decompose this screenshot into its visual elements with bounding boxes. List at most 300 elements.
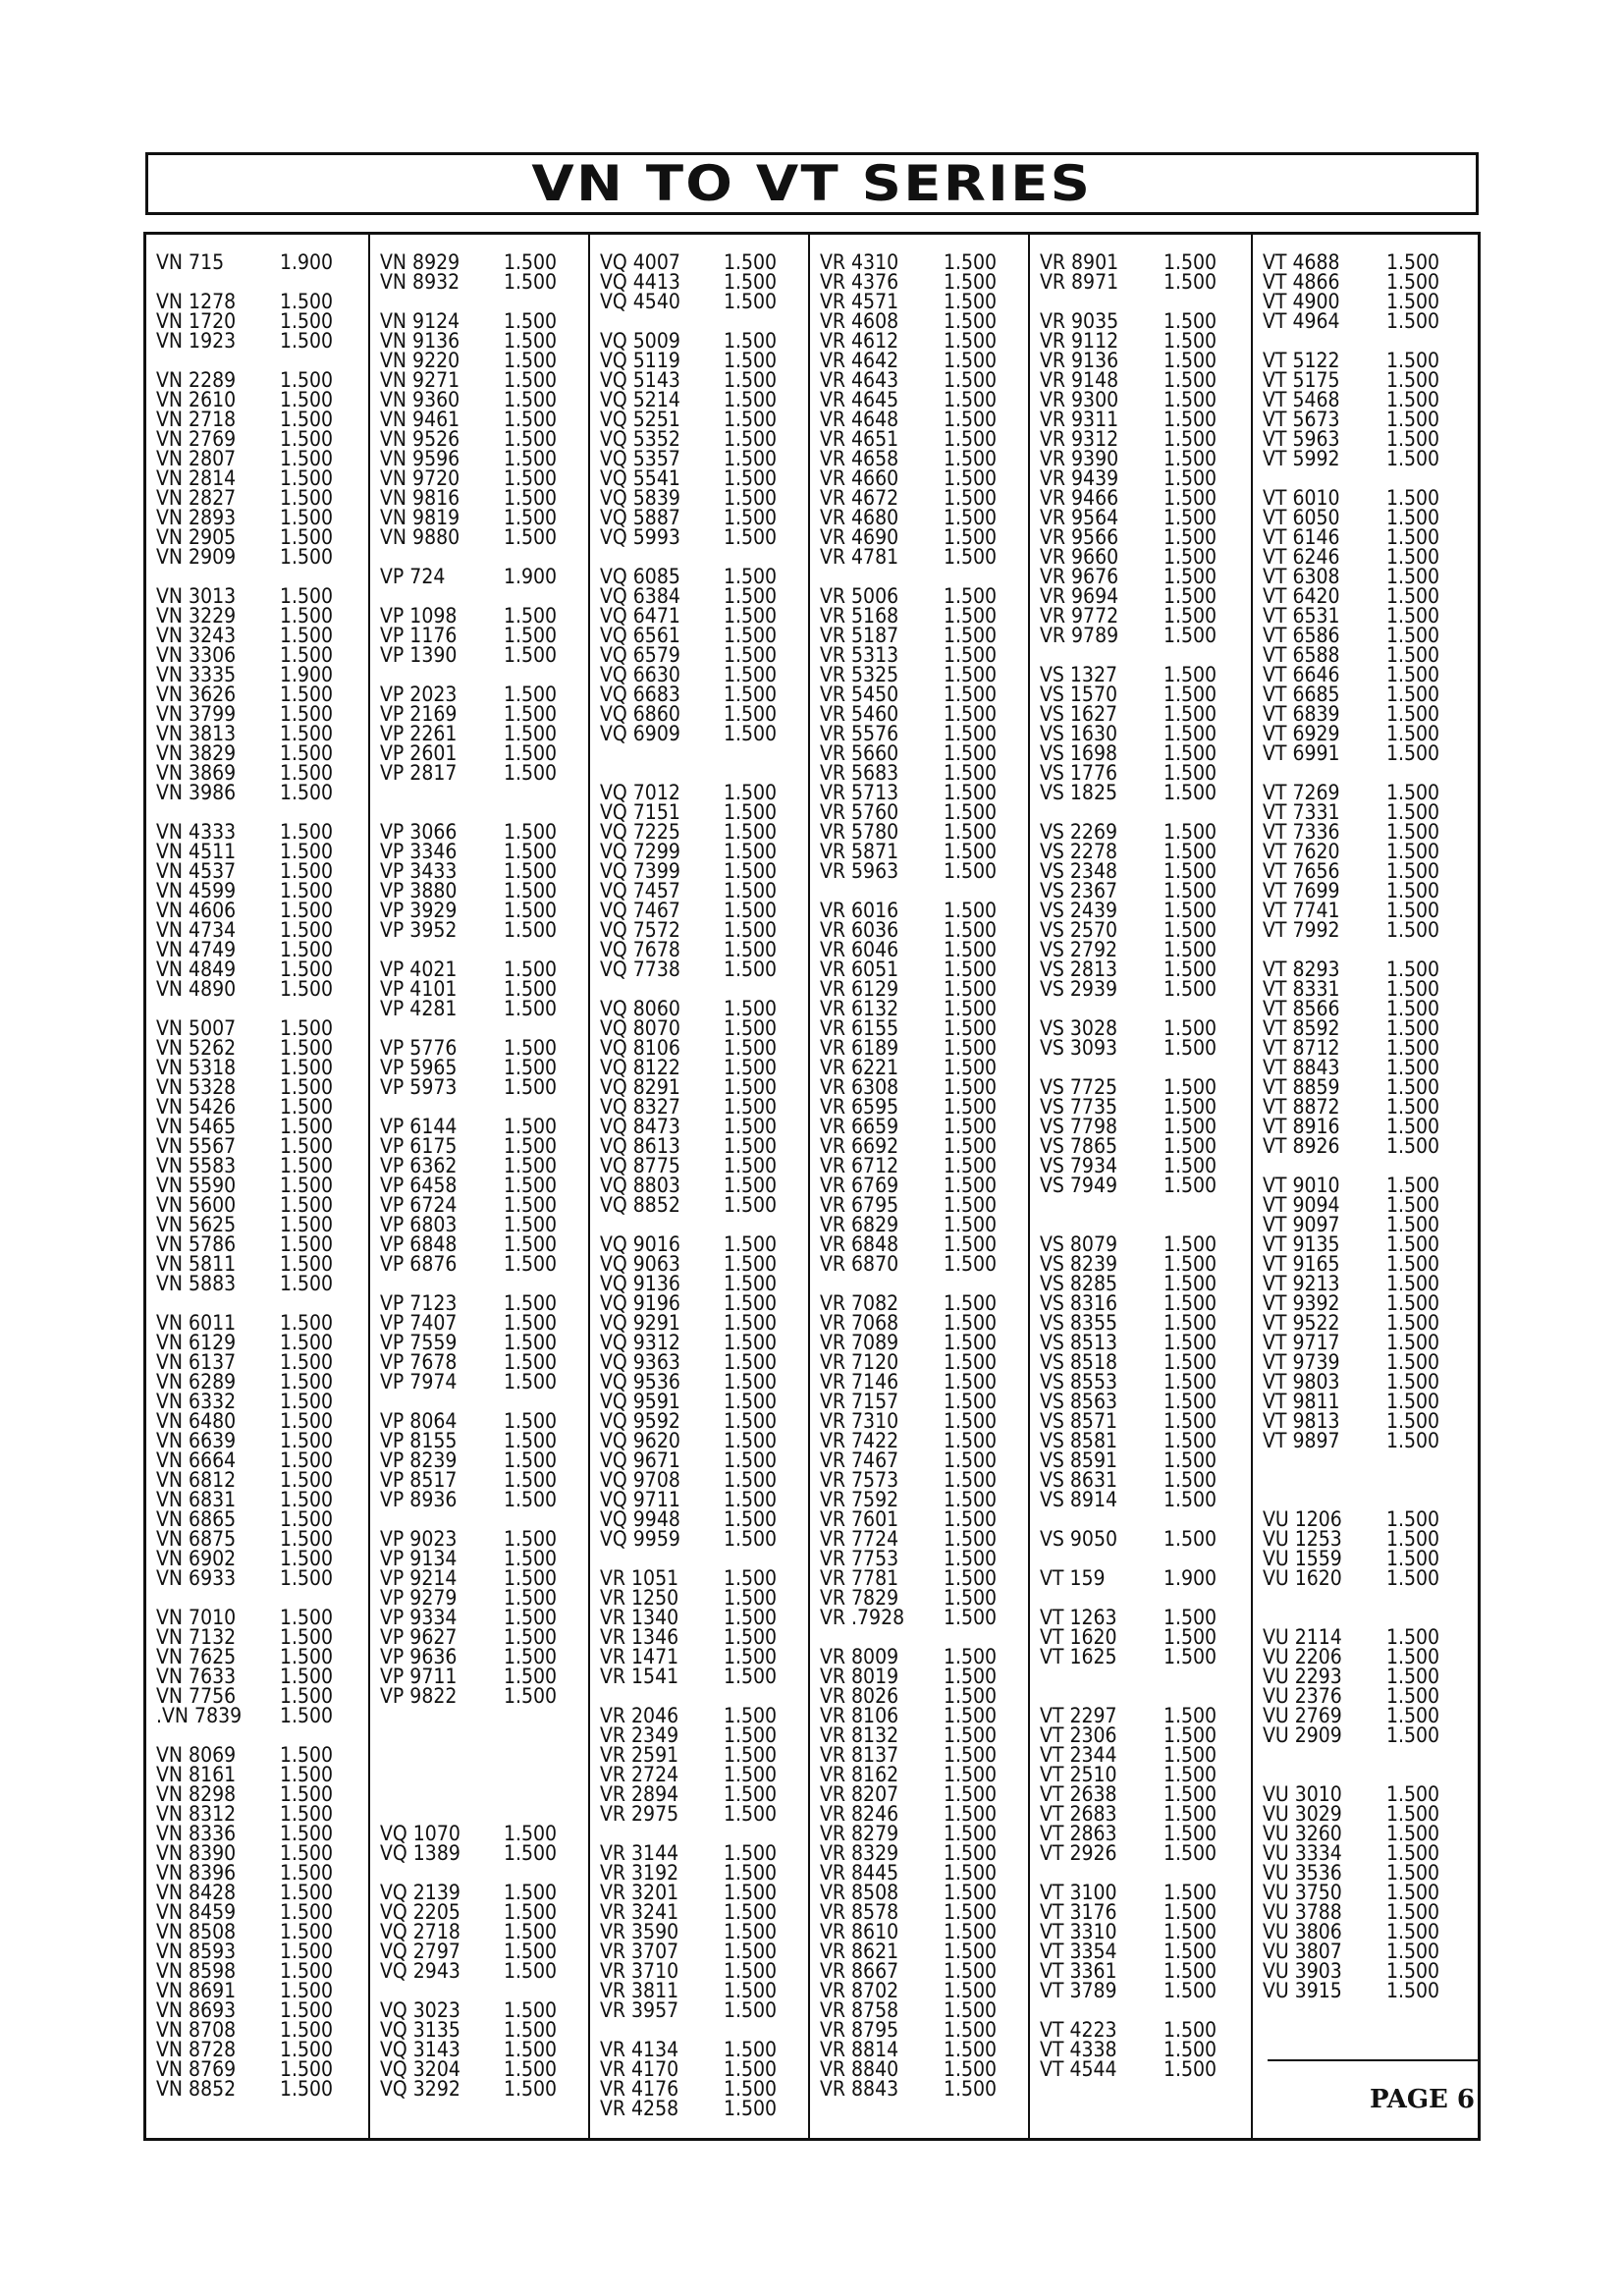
item-price: 1.500 xyxy=(504,1370,558,1394)
item-code: VU 3807 xyxy=(1263,1940,1342,1963)
list-item xyxy=(380,606,588,626)
item-price: 1.500 xyxy=(1163,1704,1217,1727)
item-code: VN 4606 xyxy=(156,899,237,922)
list-item xyxy=(820,2079,1028,2099)
item-code: VR 3192 xyxy=(600,1861,679,1885)
item-code: VN 3626 xyxy=(156,683,237,706)
item-price: 1.500 xyxy=(280,2057,334,2081)
row-gap xyxy=(1040,292,1251,311)
list-item xyxy=(600,351,808,370)
item-code: VQ 8060 xyxy=(600,997,680,1020)
list-item xyxy=(380,410,588,429)
item-price: 1.500 xyxy=(1386,447,1440,470)
item-price: 1.500 xyxy=(280,447,334,470)
list-item xyxy=(380,724,588,743)
column-2 xyxy=(370,235,590,2138)
item-code: VT 5673 xyxy=(1263,408,1340,431)
item-price: 1.500 xyxy=(504,899,558,922)
item-code: VR 6016 xyxy=(820,899,899,922)
item-price: 1.500 xyxy=(280,1763,334,1786)
item-price: 1.500 xyxy=(944,800,998,824)
item-price: 1.500 xyxy=(280,388,334,411)
list-item xyxy=(820,1667,1028,1686)
list-item xyxy=(156,2020,368,2040)
list-item xyxy=(1040,2020,1251,2040)
item-price: 1.500 xyxy=(1163,1154,1217,1177)
item-price: 1.500 xyxy=(1163,1370,1217,1394)
item-price: 1.500 xyxy=(1386,1331,1440,1354)
item-price: 1.500 xyxy=(280,1861,334,1885)
item-price: 1.500 xyxy=(944,584,998,608)
item-price: 1.500 xyxy=(280,1370,334,1394)
item-price: 1.500 xyxy=(944,486,998,510)
item-price: 1.500 xyxy=(724,427,778,451)
item-price: 1.500 xyxy=(1163,1959,1217,1983)
list-item xyxy=(1263,1411,1478,1431)
list-item xyxy=(156,1352,368,1372)
item-code: VN 5811 xyxy=(156,1252,237,1276)
page-number-box xyxy=(1268,2059,1481,2138)
item-price: 1.500 xyxy=(280,1468,334,1492)
list-item xyxy=(1263,1804,1478,1824)
list-item xyxy=(600,842,808,861)
item-code: VQ 9592 xyxy=(600,1409,680,1433)
item-code: VQ 4413 xyxy=(600,270,680,294)
item-price: 1.500 xyxy=(504,1959,558,1983)
item-code: VN 8769 xyxy=(156,2057,237,2081)
item-price: 1.500 xyxy=(944,1016,998,1040)
item-code: VU 3750 xyxy=(1263,1881,1342,1904)
item-price: 1.500 xyxy=(944,820,998,844)
item-code: VP 8936 xyxy=(380,1488,458,1511)
list-item xyxy=(156,390,368,410)
item-price: 1.500 xyxy=(1386,584,1440,608)
item-price: 1.500 xyxy=(1163,1782,1217,1806)
list-item xyxy=(820,1784,1028,1804)
list-item xyxy=(1263,1293,1478,1313)
item-code: VS 8285 xyxy=(1040,1272,1117,1295)
item-code: VS 2269 xyxy=(1040,820,1117,844)
item-price: 1.500 xyxy=(504,1075,558,1099)
list-item xyxy=(600,1333,808,1352)
row-gap xyxy=(380,1274,588,1293)
item-code: VN 6011 xyxy=(156,1311,237,1335)
item-price: 1.500 xyxy=(724,368,778,392)
item-code: VN 9124 xyxy=(380,309,460,333)
list-item xyxy=(600,331,808,351)
item-code: VR 6129 xyxy=(820,977,899,1001)
list-item xyxy=(380,1077,588,1097)
list-item xyxy=(1263,567,1478,586)
item-code: VQ 2205 xyxy=(380,1900,460,1924)
item-code: VR 9676 xyxy=(1040,565,1119,588)
list-item xyxy=(1263,645,1478,665)
item-code: VT 3361 xyxy=(1040,1959,1117,1983)
list-item xyxy=(1263,1431,1478,1450)
item-code: VT 9097 xyxy=(1263,1213,1340,1236)
item-price: 1.500 xyxy=(280,1802,334,1826)
row-gap xyxy=(156,1293,368,1313)
item-code: VS 8563 xyxy=(1040,1390,1117,1413)
row-gap xyxy=(380,586,588,606)
item-price: 1.500 xyxy=(724,1940,778,1963)
item-code: VN 3229 xyxy=(156,604,237,628)
list-item xyxy=(1263,979,1478,999)
item-code: VS 1570 xyxy=(1040,683,1117,706)
list-item xyxy=(1040,390,1251,410)
list-item xyxy=(156,704,368,724)
item-price: 1.500 xyxy=(504,408,558,431)
item-code: VT 2926 xyxy=(1040,1841,1117,1865)
list-item xyxy=(1263,1352,1478,1372)
item-code: VT 7741 xyxy=(1263,899,1340,922)
item-code: VP 2261 xyxy=(380,722,458,745)
list-item xyxy=(1040,606,1251,626)
item-code: VR 4680 xyxy=(820,506,899,529)
list-item xyxy=(1040,881,1251,901)
row-gap xyxy=(1263,331,1478,351)
list-item xyxy=(1040,1745,1251,1765)
list-item xyxy=(156,822,368,842)
list-item xyxy=(1263,606,1478,626)
item-code: VQ 4540 xyxy=(600,290,680,313)
list-item xyxy=(156,959,368,979)
list-item xyxy=(1263,724,1478,743)
list-item xyxy=(600,488,808,508)
item-price: 1.500 xyxy=(504,722,558,745)
item-code: VT 2510 xyxy=(1040,1763,1117,1786)
item-code: VT 9165 xyxy=(1263,1252,1340,1276)
item-price: 1.500 xyxy=(1163,427,1217,451)
list-item xyxy=(1263,429,1478,449)
list-item xyxy=(1263,1313,1478,1333)
item-price: 1.500 xyxy=(724,349,778,372)
list-item xyxy=(156,1254,368,1274)
item-price: 1.500 xyxy=(1386,1193,1440,1217)
row-gap xyxy=(156,802,368,822)
list-item xyxy=(600,1195,808,1215)
item-price: 1.500 xyxy=(944,1311,998,1335)
list-item xyxy=(820,1843,1028,1863)
list-item xyxy=(156,1215,368,1234)
item-price: 1.500 xyxy=(504,2057,558,2081)
item-code: VT 7699 xyxy=(1263,879,1340,902)
list-item xyxy=(820,1883,1028,1902)
item-price: 1.500 xyxy=(280,1331,334,1354)
item-code: VQ 8613 xyxy=(600,1134,680,1158)
item-price: 1.500 xyxy=(724,1193,778,1217)
item-code: VR 6036 xyxy=(820,918,899,942)
item-price: 1.500 xyxy=(944,1606,998,1629)
item-code: VR 4672 xyxy=(820,486,899,510)
list-item xyxy=(1263,1549,1478,1568)
list-item xyxy=(1040,724,1251,743)
row-gap xyxy=(1040,1863,1251,1883)
item-price: 1.500 xyxy=(504,1036,558,1060)
item-code: VQ 6384 xyxy=(600,584,680,608)
list-item xyxy=(156,1941,368,1961)
item-code: VR 1471 xyxy=(600,1645,679,1668)
item-code: VN 5786 xyxy=(156,1232,237,1256)
list-item xyxy=(600,1765,808,1784)
item-code: VP 3880 xyxy=(380,879,458,902)
item-code: VP 5776 xyxy=(380,1036,458,1060)
item-code: VS 8316 xyxy=(1040,1291,1117,1315)
list-item xyxy=(600,449,808,468)
item-code: VT 4544 xyxy=(1040,2057,1117,2081)
item-code: VU 3334 xyxy=(1263,1841,1342,1865)
list-item xyxy=(380,508,588,527)
item-code: VP 6876 xyxy=(380,1252,458,1276)
list-item xyxy=(600,1254,808,1274)
item-code: VR 6829 xyxy=(820,1213,899,1236)
list-item xyxy=(156,292,368,311)
item-price: 1.500 xyxy=(504,329,558,353)
list-item xyxy=(1040,1018,1251,1038)
item-code: VN 3829 xyxy=(156,741,237,765)
item-price: 1.500 xyxy=(1163,1802,1217,1826)
list-item xyxy=(380,2020,588,2040)
list-item xyxy=(820,1824,1028,1843)
item-price: 1.500 xyxy=(504,741,558,765)
list-item xyxy=(380,1608,588,1627)
list-item xyxy=(600,1883,808,1902)
item-code: VQ 6085 xyxy=(600,565,680,588)
list-item xyxy=(1263,370,1478,390)
item-price: 1.500 xyxy=(944,1743,998,1767)
item-code: VR 9694 xyxy=(1040,584,1119,608)
list-item xyxy=(600,1038,808,1058)
list-item xyxy=(600,1058,808,1077)
item-code: VN 5007 xyxy=(156,1016,237,1040)
row-gap xyxy=(600,763,808,783)
item-code: VR 5450 xyxy=(820,683,899,706)
list-item xyxy=(1263,1274,1478,1293)
list-item xyxy=(1040,1941,1251,1961)
list-item xyxy=(600,724,808,743)
item-code: VT 8872 xyxy=(1263,1095,1340,1119)
item-price: 1.500 xyxy=(504,1115,558,1138)
item-code: VR 7310 xyxy=(820,1409,899,1433)
item-price: 1.500 xyxy=(280,1881,334,1904)
list-item xyxy=(1263,704,1478,724)
list-item xyxy=(156,940,368,959)
item-price: 1.500 xyxy=(504,643,558,667)
list-item xyxy=(380,1293,588,1313)
item-price: 1.500 xyxy=(944,1154,998,1177)
column-5 xyxy=(1030,235,1253,2138)
list-item xyxy=(380,999,588,1018)
item-price: 1.500 xyxy=(504,270,558,294)
item-code: VR 4648 xyxy=(820,408,899,431)
item-price: 1.500 xyxy=(1386,1625,1440,1649)
item-price: 1.500 xyxy=(504,879,558,902)
item-code: VN 715 xyxy=(156,250,225,274)
item-price: 1.500 xyxy=(280,1959,334,1983)
item-price: 1.500 xyxy=(1163,879,1217,902)
list-item xyxy=(600,1156,808,1175)
list-item xyxy=(820,1058,1028,1077)
list-item xyxy=(820,1529,1028,1549)
item-code: VQ 8070 xyxy=(600,1016,680,1040)
row-gap xyxy=(380,1706,588,1725)
list-item xyxy=(380,429,588,449)
list-item xyxy=(380,390,588,410)
list-item xyxy=(156,2079,368,2099)
list-item xyxy=(380,567,588,586)
item-price: 1.500 xyxy=(504,1488,558,1511)
list-item xyxy=(820,802,1028,822)
item-code: VQ 7151 xyxy=(600,800,680,824)
item-price: 1.500 xyxy=(724,1036,778,1060)
list-item xyxy=(1263,861,1478,881)
item-price: 1.500 xyxy=(724,1056,778,1079)
item-price: 1.500 xyxy=(724,1998,778,2022)
list-item xyxy=(1040,1254,1251,1274)
item-code: VR 8106 xyxy=(820,1704,899,1727)
list-item xyxy=(1040,1077,1251,1097)
item-code: VQ 9196 xyxy=(600,1291,680,1315)
list-item xyxy=(600,2000,808,2020)
list-item xyxy=(156,1883,368,1902)
list-item xyxy=(600,1941,808,1961)
item-price: 1.500 xyxy=(944,388,998,411)
item-price: 1.500 xyxy=(504,820,558,844)
item-price: 1.500 xyxy=(944,1390,998,1413)
item-code: VP 6803 xyxy=(380,1213,458,1236)
item-price: 1.500 xyxy=(504,486,558,510)
list-item xyxy=(156,252,368,272)
item-price: 1.500 xyxy=(1163,1900,1217,1924)
item-price: 1.500 xyxy=(280,624,334,647)
item-code: VP 7678 xyxy=(380,1350,458,1374)
list-item xyxy=(1040,1234,1251,1254)
list-item xyxy=(156,645,368,665)
item-code: VT 6685 xyxy=(1263,683,1340,706)
item-code: VR 8137 xyxy=(820,1743,899,1767)
list-item xyxy=(820,1450,1028,1470)
item-price: 1.500 xyxy=(724,859,778,883)
list-item xyxy=(380,1333,588,1352)
row-gap xyxy=(1263,1588,1478,1608)
item-code: VN 5567 xyxy=(156,1134,237,1158)
item-code: VN 9271 xyxy=(380,368,460,392)
list-item xyxy=(600,861,808,881)
item-price: 1.500 xyxy=(280,1272,334,1295)
item-price: 1.500 xyxy=(1386,408,1440,431)
list-item xyxy=(820,1372,1028,1392)
item-price: 1.500 xyxy=(504,1193,558,1217)
item-code: VP 5965 xyxy=(380,1056,458,1079)
list-item xyxy=(600,1175,808,1195)
list-item xyxy=(1263,901,1478,920)
list-item xyxy=(820,979,1028,999)
item-code: VT 7656 xyxy=(1263,859,1340,883)
item-code: VN 2769 xyxy=(156,427,237,451)
item-code: VQ 9959 xyxy=(600,1527,680,1551)
list-item xyxy=(156,1490,368,1509)
item-price: 1.500 xyxy=(280,741,334,765)
list-item xyxy=(820,1077,1028,1097)
list-item xyxy=(1263,1215,1478,1234)
item-code: VT 6646 xyxy=(1263,663,1340,686)
item-price: 1.500 xyxy=(944,525,998,549)
item-price: 1.500 xyxy=(280,859,334,883)
list-item xyxy=(600,2040,808,2059)
item-code: VR 4645 xyxy=(820,388,899,411)
item-price: 1.500 xyxy=(1163,1763,1217,1786)
item-code: VS 2439 xyxy=(1040,899,1117,922)
item-code: VP 3952 xyxy=(380,918,458,942)
item-price: 1.500 xyxy=(1386,1822,1440,1845)
item-code: VR 8246 xyxy=(820,1802,899,1826)
list-item xyxy=(820,959,1028,979)
item-price: 1.500 xyxy=(1386,957,1440,981)
list-item xyxy=(820,292,1028,311)
list-item xyxy=(1263,311,1478,331)
item-price: 1.500 xyxy=(1163,781,1217,804)
row-gap xyxy=(1263,763,1478,783)
item-code: VP 7559 xyxy=(380,1331,458,1354)
item-price: 1.500 xyxy=(944,427,998,451)
item-price: 1.500 xyxy=(944,977,998,1001)
item-code: VR 8578 xyxy=(820,1900,899,1924)
list-item xyxy=(1263,1843,1478,1863)
item-price: 1.500 xyxy=(1163,466,1217,490)
list-item xyxy=(1263,959,1478,979)
item-price: 1.500 xyxy=(1386,1507,1440,1531)
item-price: 1.500 xyxy=(280,1900,334,1924)
item-price: 1.500 xyxy=(1163,1350,1217,1374)
item-code: VQ 3023 xyxy=(380,1998,460,2022)
item-price: 1.500 xyxy=(724,466,778,490)
list-item xyxy=(820,1117,1028,1136)
item-code: VP 4281 xyxy=(380,997,458,1020)
list-item xyxy=(156,842,368,861)
item-price: 1.500 xyxy=(724,604,778,628)
row-gap xyxy=(820,567,1028,586)
item-code: VR 5683 xyxy=(820,761,899,785)
item-price: 1.500 xyxy=(280,584,334,608)
item-price: 1.500 xyxy=(724,1174,778,1197)
item-code: VT 5963 xyxy=(1263,427,1340,451)
item-code: VN 8598 xyxy=(156,1959,237,1983)
item-code: VP 9711 xyxy=(380,1665,458,1688)
item-code: VS 1825 xyxy=(1040,781,1117,804)
list-item xyxy=(600,822,808,842)
item-code: VR 9035 xyxy=(1040,309,1119,333)
list-item xyxy=(380,1627,588,1647)
list-item xyxy=(1040,331,1251,351)
item-code: VN 3813 xyxy=(156,722,237,745)
list-item xyxy=(380,1431,588,1450)
list-item xyxy=(156,1313,368,1333)
item-code: VN 7633 xyxy=(156,1665,237,1688)
list-item xyxy=(1263,1234,1478,1254)
list-item xyxy=(1263,1961,1478,1981)
item-code: VP 3929 xyxy=(380,899,458,922)
item-price: 1.500 xyxy=(504,1606,558,1629)
item-code: VN 9136 xyxy=(380,329,460,353)
item-price: 1.500 xyxy=(724,840,778,863)
item-code: VR 8843 xyxy=(820,2077,899,2101)
list-item xyxy=(156,881,368,901)
item-code: VR 8795 xyxy=(820,2018,899,2042)
item-price: 1.500 xyxy=(280,1154,334,1177)
item-price: 1.500 xyxy=(1163,1881,1217,1904)
list-item xyxy=(600,1981,808,2000)
item-price: 1.500 xyxy=(504,1940,558,1963)
